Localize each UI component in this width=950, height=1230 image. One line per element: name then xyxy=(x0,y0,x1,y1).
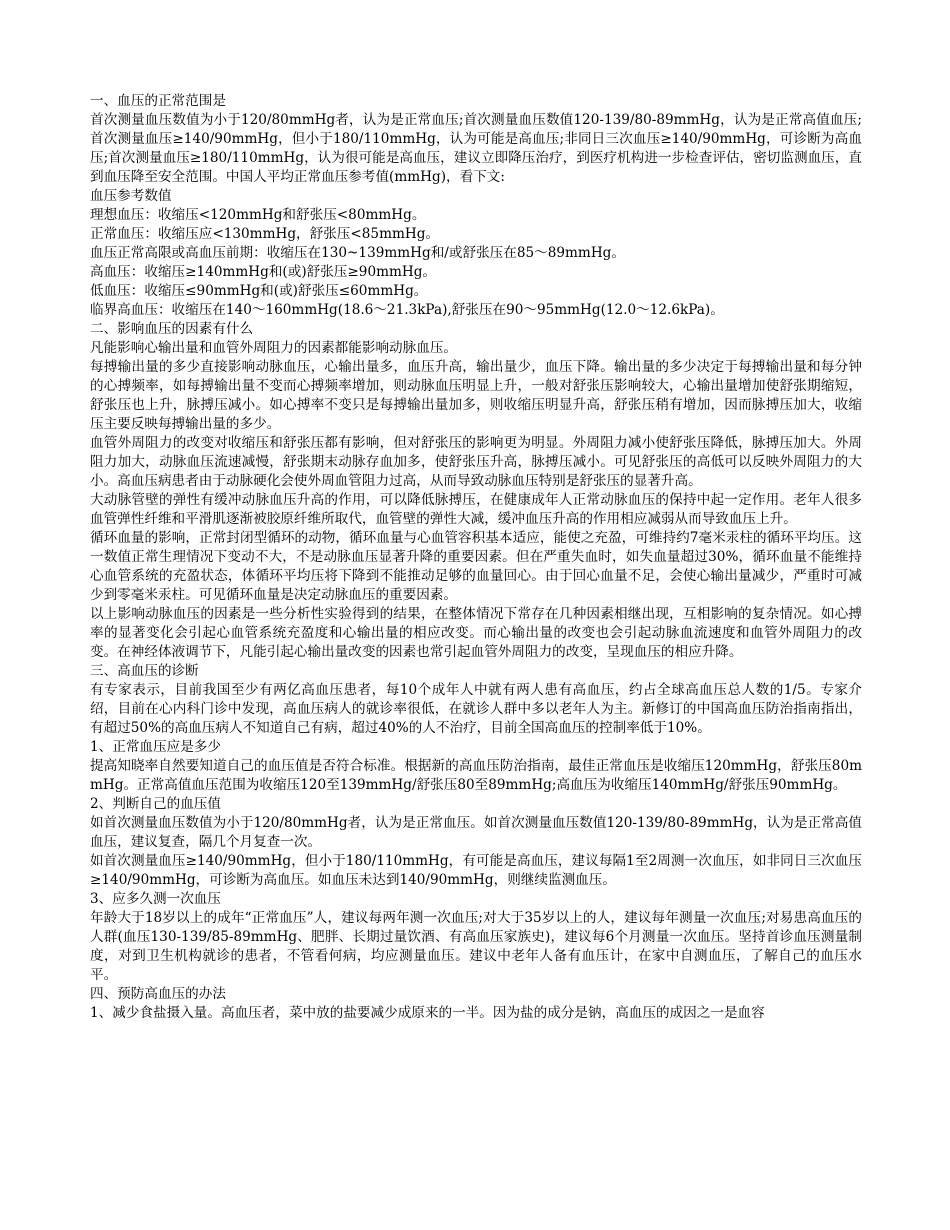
reference-item: 高血压：收缩压≥140mmHg和(或)舒张压≥90mmHg。 xyxy=(90,264,437,280)
paragraph: 1、减少食盐摄入量。高血压者，菜中放的盐要减少成原来的一半。因为盐的成分是钠，高血压的成因之一是血容 xyxy=(90,1005,765,1021)
section-heading-2: 二、影响血压的因素有什么 xyxy=(90,321,254,337)
section-heading-1: 一、血压的正常范围是 xyxy=(90,93,226,109)
section-heading-3: 三、高血压的诊断 xyxy=(90,663,199,679)
paragraph: 血管外周阻力的改变对收缩压和舒张压都有影响，但对舒张压的影响更为明显。外周阻力减小使舒张压降低，脉搏压加大。外周阻力加大，动脉血压流速减慢，舒张期末动脉存血加多，使舒张压升高，脉搏压减小。可见舒张压的高低可以反映外周阻力的大小。高血压病患者由于动脉硬化会使外周血管阻力过高，从而导致动脉血压特别是舒张压的显著升高。 xyxy=(90,435,862,489)
paragraph: 提高知晓率自然要知道自己的血压值是否符合标准。根据新的高血压防治指南，最佳正常血压是收缩压120mmHg，舒张压80mmHg。正常高值血压范围为收缩压120至139mmHg/舒张压80至89mmHg;高血压为收缩压140mmHg/舒张压90mmHg。 xyxy=(90,758,862,793)
reference-item: 低血压：收缩压≤90mmHg和(或)舒张压≤60mmHg。 xyxy=(90,283,428,299)
reference-item: 正常血压：收缩压应<130mmHg，舒张压<85mmHg。 xyxy=(90,226,440,242)
paragraph: 如首次测量血压≥140/90mmHg，但小于180/110mmHg，有可能是高血压，建议每隔1至2周测一次血压，如非同日三次血压≥140/90mmHg，可诊断为高血压。如血压未达到140/90mmHg，则继续监测血压。 xyxy=(90,853,862,888)
reference-item: 理想血压：收缩压<120mmHg和舒张压<80mmHg。 xyxy=(90,207,426,223)
paragraph: 如首次测量血压数值为小于120/80mmHg者，认为是正常血压。如首次测量血压数值120-139/80-89mmHg，认为是正常高值血压，建议复查，隔几个月复查一次。 xyxy=(90,815,862,850)
subheading: 3、应多久测一次血压 xyxy=(90,891,221,907)
reference-item: 临界高血压：收缩压在140～160mmHg(18.6～21.3kPa),舒张压在90～95mmHg(12.0～12.6kPa)。 xyxy=(90,302,724,318)
paragraph: 凡能影响心输出量和血管外周阻力的因素都能影响动脉血压。 xyxy=(90,340,458,356)
paragraph: 首次测量血压数值为小于120/80mmHg者，认为是正常血压;首次测量血压数值120-139/80-89mmHg，认为是正常高值血压;首次测量血压≥140/90mmHg，但小于180/110mmHg，认为可能是高血压;非同日三次血压≥140/90mmHg，可诊断为高血压;首次测量血压≥180/110mmHg，认为很可能是高血压，建议立即降压治疗，到医疗机构进一步检查评估，密切监测血压，直到血压降至安全范围。中国人平均正常血压参考值(mmHg)，看下文: xyxy=(90,112,862,185)
subheading: 2、判断自己的血压值 xyxy=(90,796,221,812)
paragraph: 有专家表示，目前我国至少有两亿高血压患者，每10个成年人中就有两人患有高血压，约占全球高血压总人数的1/5。专家介绍，目前在心内科门诊中发现，高血压病人的就诊率很低，在就诊人群中多以老年人为主。新修订的中国高血压防治指南指出，有超过50%的高血压病人不知道自己有病，超过40%的人不治疗，目前全国高血压的控制率低于10%。 xyxy=(90,682,862,736)
reference-item: 血压正常高限或高血压前期：收缩压在130~139mmHg和/或舒张压在85～89mmHg。 xyxy=(90,245,625,261)
subheading: 血压参考数值 xyxy=(90,188,172,204)
subheading: 1、正常血压应是多少 xyxy=(90,739,221,755)
paragraph: 以上影响动脉血压的因素是一些分析性实验得到的结果，在整体情况下常存在几种因素相继出现，互相影响的复杂情况。如心搏率的显著变化会引起心血管系统充盈度和心输出量的相应改变。而心输出量的改变也会引起动脉血流速度和血管外周阻力的改变。在神经体液调节下，凡能引起心输出量改变的因素也常引起血管外周阻力的改变，呈现血压的相应升降。 xyxy=(90,606,862,660)
paragraph: 大动脉管壁的弹性有缓冲动脉血压升高的作用，可以降低脉搏压，在健康成年人正常动脉血压的保持中起一定作用。老年人很多血管弹性纤维和平滑肌逐渐被胶原纤维所取代，血管壁的弹性大减，缓冲血压升高的作用相应减弱从而导致血压上升。 xyxy=(90,492,862,527)
paragraph: 每搏输出量的多少直接影响动脉血压，心输出量多，血压升高，输出量少，血压下降。输出量的多少决定于每搏输出量和每分钟的心搏频率，如每搏输出量不变而心搏频率增加，则动脉血压明显上升，一般对舒张压影响较大，心输出量增加使舒张期缩短，舒张压也上升，脉搏压减小。如心搏率不变只是每搏输出量加多，则收缩压明显升高，舒张压稍有增加，因而脉搏压加大，收缩压主要反映每搏输出量的多少。 xyxy=(90,359,862,432)
section-heading-4: 四、预防高血压的办法 xyxy=(90,986,226,1002)
paragraph: 年龄大于18岁以上的成年“正常血压”人，建议每两年测一次血压;对大于35岁以上的人，建议每年测量一次血压;对易患高血压的人群(血压130-139/85-89mmHg、肥胖、长期过量饮酒、有高血压家族史)，建议每6个月测量一次血压。坚持首诊血压测量制度，对到卫生机构就诊的患者，不管看何病，均应测量血压。建议中老年人备有血压计，在家中自测血压，了解自己的血压水平。 xyxy=(90,910,862,983)
paragraph: 循环血量的影响，正常封闭型循环的动物，循环血量与心血管容积基本适应，能使之充盈，可维持约7毫米汞柱的循环平均压。这一数值正常生理情况下变动不大，不是动脉血压显著升降的重要因素。但在严重失血时，如失血量超过30%，循环血量不能维持心血管系统的充盈状态，体循环平均压将下降到不能推动足够的血量回心。由于回心血量不足，会使心输出量减少，严重时可减少到零毫米汞柱。可见循环血量是决定动脉血压的重要因素。 xyxy=(90,530,862,603)
